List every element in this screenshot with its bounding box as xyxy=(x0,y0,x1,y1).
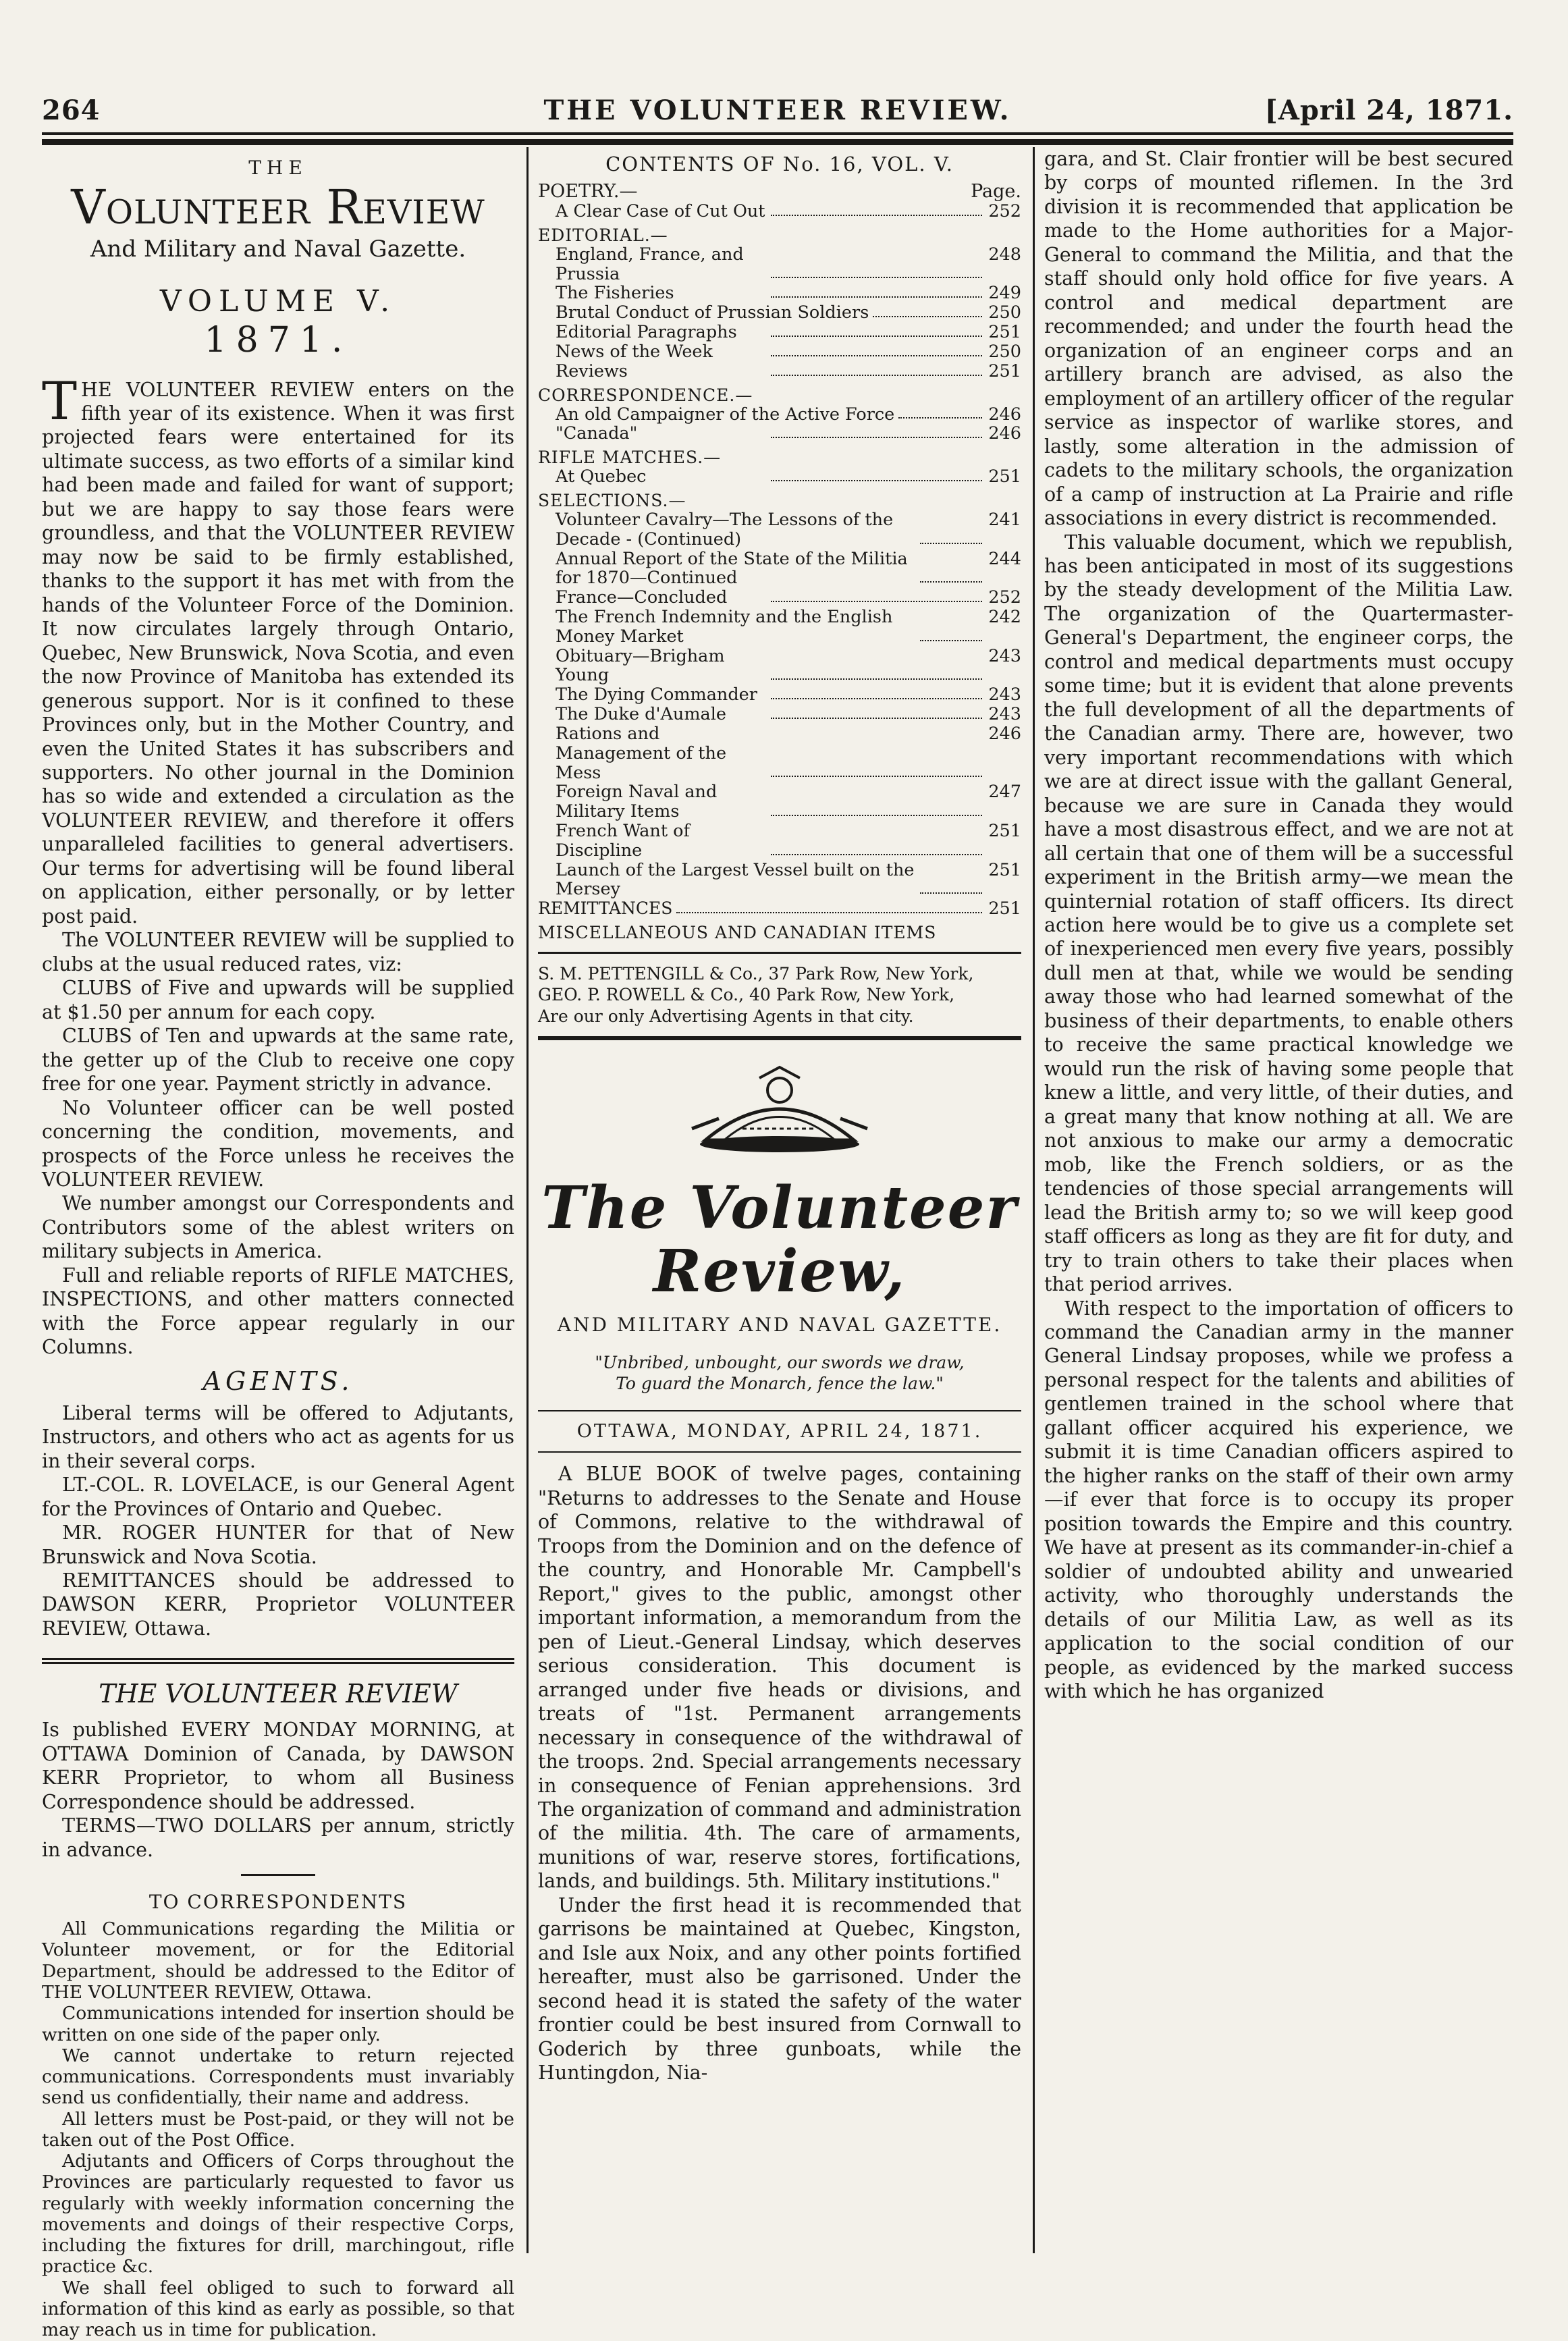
contents-leader xyxy=(920,861,982,894)
running-header xyxy=(42,95,1513,135)
running-title: THE VOLUNTEER REVIEW. xyxy=(543,95,1012,126)
contents-page-number: 243 xyxy=(988,645,1021,666)
contents-leader xyxy=(920,549,982,583)
terms-paragraph: TERMS—TWO DOLLARS per annum, strictly in advance. xyxy=(42,1814,514,1861)
contents-item-title: The French Indemnity and the English Money Market xyxy=(556,607,893,647)
contents-page-number: 251 xyxy=(988,820,1021,841)
correspondence-rule: We shall feel obliged to such to forward all information of this kind as early as possible, so that may reach us in time for publication. xyxy=(42,2277,514,2341)
contents-item-title: The Duke d'Aumale xyxy=(556,704,726,725)
contents-item-title: Obituary—Brigham Young xyxy=(556,645,725,686)
publication-paragraph: Is published EVERY MONDAY MORNING, at OTTAWA Dominion of Canada, by DAWSON KERR Proprietor, to whom all Business Correspondence should be addressed. xyxy=(42,1719,514,1813)
correspondence-rule: Adjutants and Officers of Corps throughout the Provinces are particularly requested to favor us regularly with weekly information concerning the movements and doings of their respective Corps, including the fixtures for drill, marchingout, rifle practice &c. xyxy=(42,2151,514,2278)
contents-leader xyxy=(771,323,982,337)
column-3 xyxy=(1044,147,1513,2260)
contents-item xyxy=(538,510,1021,549)
correspondence-rule: All Communications regarding the Militia or Volunteer movement, or for the Editorial Department, should be addressed to the Editor of THE VOLUNTEER REVIEW, Ottawa. xyxy=(42,1918,514,2003)
clubs-ten-paragraph: CLUBS of Ten and upwards at the same rate, the getter up of the Club to receive one copy free for one year. Payment strictly in advance. xyxy=(42,1025,514,1096)
motto-line-2: To guard the Monarch, fence the law." xyxy=(616,1374,944,1394)
contents-page-number: 251 xyxy=(988,898,1021,919)
volume-label: VOLUME V. xyxy=(159,284,397,319)
correspondence-rule: Communications intended for insertion should be written on one side of the paper only. xyxy=(42,2003,514,2045)
contents-page-number: 246 xyxy=(988,723,1021,744)
contents-page-number: 250 xyxy=(988,302,1021,323)
contents-rule xyxy=(538,952,1021,954)
contents-page-number: 243 xyxy=(988,704,1021,725)
contents-page-number: 249 xyxy=(988,283,1021,304)
editorial-paragraph: With respect to the importation of officers to command the Canadian army in the manner General Lindsay proposes, while we profess a personal respect for the talents and abilities of gentlemen trained in the school where that gallant officer acquired his experience, we submit it is time Canadian officers aspired to the higher ranks on the staff of their own army—if ever that force is to occupy its proper position towards the Empire and this country. We have at present as its commander-in-chief a soldier of undoubted ability and unwearied activity, who thoroughly understands the details of our Militia Law, as well as its application to the social condition of our people, as evidenced by the marked success with which he has organized xyxy=(1044,1297,1513,1702)
contents-item-title: Rations and Management of the Mess xyxy=(556,723,727,783)
contents-item-title: French Want of Discipline xyxy=(556,820,690,861)
contents-rule-thick xyxy=(538,1036,1021,1040)
column-1 xyxy=(42,147,514,2341)
contents-section-name: POETRY.— xyxy=(538,181,638,202)
contents-item xyxy=(538,202,1021,221)
clubs-five-paragraph: CLUBS of Five and upwards will be supplied at $1.50 per annum for each copy. xyxy=(42,977,514,1023)
contents-section-name: EDITORIAL.— xyxy=(538,225,668,245)
motto-line-1: "Unbribed, unbought, our swords we draw, xyxy=(595,1352,965,1372)
double-rule xyxy=(42,1658,514,1664)
contents-page-number: 251 xyxy=(988,360,1021,381)
contents-item xyxy=(538,323,1021,342)
contents-section-name: SELECTIONS.— xyxy=(538,490,686,510)
masthead-subtitle: And Military and Naval Gazette. xyxy=(90,235,466,263)
clubs-paragraph: The VOLUNTEER REVIEW will be supplied to clubs at the usual reduced rates, viz: xyxy=(42,929,514,975)
contents-item xyxy=(538,822,1021,861)
column-2 xyxy=(538,147,1021,2260)
contents-item-title: "Canada" xyxy=(556,423,638,444)
editorial-subtitle: AND MILITARY AND NAVAL GAZETTE. xyxy=(557,1313,1002,1336)
contents-item-title: Launch of the Largest Vessel built on the Mersey xyxy=(556,859,915,900)
correspondence-rule: We cannot undertake to return rejected communications. Correspondents must invariably send us confidentially, their name and address. xyxy=(42,2045,514,2109)
correspondents-heading: TO CORRESPONDENTS xyxy=(148,1891,408,1914)
editorial-paragraph: This valuable document, which we republish, has been anticipated in most of its suggestions by the steady development of the Militia Law. The organization of the Quartermaster-General's Department, the engineer corps, the control and medical departments must occupy some time; but it is evident that alone prevents the full development of all the departments of the Canadian army. There are, however, two very important recommendations with which we are at direct issue with the gallant General, because we are sure in Canada they would have a most disastrous effect, and we are not at all certain that one of them will be a successful experiment in the British army—we mean the quinternial rotation of staff officers. Its direct action here would be to give us a complete set of inexperienced men every five years, possibly dull men at that, while we would be sending away those who had learned somewhat of the business of their departments, to enable others to receive the same practical knowledge we would run the risk of having some people that knew a little, and very little, of their duties, and a great many that know nothing at all. We are not anxious to make our army a democratic mob, like the French soldiers, or as the tendencies of those special arrangements will lead the British army to; so we will keep good staff officers as long as they are fit for duty, and try to train others to take their places when that period arrives. xyxy=(1044,531,1513,1296)
remittances-paragraph: REMITTANCES should be addressed to DAWSON KERR, Proprietor VOLUNTEER REVIEW, Ottawa. xyxy=(42,1569,514,1640)
agents-terms: Liberal terms will be offered to Adjutants, Instructors, and others who act as agents for us in their several corps. xyxy=(42,1401,514,1472)
header-rule xyxy=(42,132,1513,135)
contents-item xyxy=(538,284,1021,303)
masthead-title: Volunteer Review xyxy=(71,180,485,235)
contents-page-number: 246 xyxy=(988,423,1021,444)
contents-item xyxy=(538,467,1021,487)
contents-item-title: The Fisheries xyxy=(556,283,674,304)
contents-item-title: The Dying Commander xyxy=(556,684,757,705)
volume-year: 1871. xyxy=(204,319,352,360)
agent-hunter: MR. ROGER HUNTER for that of New Brunswick and Nova Scotia. xyxy=(42,1522,514,1568)
contents-item-title: At Quebec xyxy=(556,466,647,487)
editorial-paragraph: Under the first head it is recommended that garrisons be maintained at Quebec, Kingston, and Isle aux Noix, and any other points fortified hereafter, must also be garrisoned. Under the second head it is stated the safety of the water frontier could be best insured from Cornwall to Goderich by three gunboats, while the Huntingdon, Nia- xyxy=(538,1893,1021,2084)
contents-item xyxy=(538,705,1021,724)
contents-page-number: 242 xyxy=(988,607,1021,627)
contents-item-title: Annual Report of the State of the Militia for 1870—Continued xyxy=(556,548,908,589)
correspondents-paragraph: We number amongst our Correspondents and Contributors some of the ablest writers on military subjects in America. xyxy=(42,1192,514,1263)
contents-leader xyxy=(898,405,982,419)
column-rule xyxy=(1033,147,1035,2253)
contents-leader xyxy=(771,202,982,216)
contents-section-name: REMITTANCES xyxy=(538,898,673,919)
agent-pettengill: S. M. PETTENGILL & Co., 37 Park Row, New York, xyxy=(538,964,974,984)
contents-heading: CONTENTS OF No. 16, VOL. V. xyxy=(605,153,954,176)
agents-heading: AGENTS. xyxy=(202,1366,354,1396)
contents-leader xyxy=(920,510,982,544)
contents-item-title: Brutal Conduct of Prussian Soldiers xyxy=(556,302,869,323)
contents-item xyxy=(538,608,1021,647)
agent-lovelace: LT.-COL. R. LOVELACE, is our General Agent for the Provinces of Ontario and Quebec. xyxy=(42,1474,514,1520)
officer-paragraph: No Volunteer officer can be well posted concerning the condition, movements, and prospects of the Force unless he receives the VOLUNTEER REVIEW. xyxy=(42,1096,514,1191)
contents-page-number: 244 xyxy=(988,548,1021,569)
contents-leader xyxy=(771,342,982,356)
contents-item-title: A Clear Case of Cut Out xyxy=(556,201,765,221)
contents-page-number: 250 xyxy=(988,341,1021,362)
masthead-the: THE xyxy=(248,157,308,179)
contents-item xyxy=(538,588,1021,608)
contents-item xyxy=(538,245,1021,284)
contents-item xyxy=(538,549,1021,589)
editorial-masthead: The Volunteer Review, xyxy=(541,1173,1018,1306)
contents-leader xyxy=(771,822,982,855)
header-rule-thick xyxy=(42,139,1513,145)
contents-leader xyxy=(771,362,982,376)
short-rule xyxy=(241,1874,315,1876)
contents-item-title: Editorial Paragraphs xyxy=(556,322,737,343)
editorial-paragraph: A BLUE BOOK of twelve pages, containing "Returns to addresses to the Senate and House of Commons, relative to the withdrawal of Troops from the Dominion and on the defence of the country, and Honorable Mr. Campbell's Report," gives to the public, amongst other important information, a memorandum from the pen of Lieut.-General Lindsay, which deserves serious consideration. This document is arranged under five heads or divisions, and treats of "1st. Permanent arrangements necessary in consequence of the withdrawal of the troops. 2nd. Special arrangements necessary in consequence of Fenian apprehensions. 3rd The organization of command and administration of the militia. 4th. The care of armaments, munitions of war, reserve stores, fortifications, lands, and buildings. 5th. Military institutions." xyxy=(538,1463,1021,1893)
contents-item-title: News of the Week xyxy=(556,341,713,362)
editorial-continuation: gara, and St. Clair frontier will be best secured by corps of mounted riflemen. In the 3rd division it is recommended that application be made to the Home authorities for a Major-General to command the Militia, and that the staff should only hold office for five years. A control and medical department are recommended; and under the fourth head the organization of an engineer corps and an artillery branch are advised, as also the employment of an artillery officer of the regular service as inspector of warlike stores, and lastly, some alteration in the admission of cadets to the military schools, the organization of a camp of instruction at La Prairie and rifle associations in every district is recommended. xyxy=(1044,148,1513,530)
contents-page-number: 251 xyxy=(988,322,1021,343)
dateline-rule xyxy=(538,1451,1021,1453)
contents-leader xyxy=(676,899,982,913)
contents-leader xyxy=(920,608,982,641)
contents-leader xyxy=(771,782,982,816)
contents-section-name: CORRESPONDENCE.— xyxy=(538,385,753,405)
contents-leader xyxy=(771,245,982,279)
contents-item xyxy=(538,342,1021,362)
contents-item xyxy=(538,424,1021,443)
contents-page-number: 251 xyxy=(988,859,1021,880)
contents-page-number: 243 xyxy=(988,684,1021,705)
publication-heading: THE VOLUNTEER REVIEW xyxy=(99,1679,458,1709)
issue-date: [April 24, 1871. xyxy=(1264,95,1513,126)
contents-page-label: Page. xyxy=(971,181,1021,202)
contents-section-row xyxy=(538,181,1021,202)
contents-item xyxy=(538,647,1021,686)
agent-rowell: GEO. P. ROWELL & Co., 40 Park Row, New York, xyxy=(538,985,955,1005)
intro-paragraph: THE VOLUNTEER REVIEW enters on the fifth year of its existence. When it was first projected fears were entertained for its ultimate success, as two efforts of a similar kind had been made and failed for want of support; but we are happy to say those fears were groundless, and that the VOLUNTEER REVIEW may now be said to be firmly established, thanks to the support it has met with from the hands of the Volunteer Force of the Dominion. It now circulates largely through Ontario, Quebec, New Brunswick, Nova Scotia, and even the now Province of Manitoba has extended its generous support. Nor is it confined to these Provinces only, but in the Mother Country, and even the United States it has subscribers and supporters. No other journal in the Dominion has so wide and extended a circulation as the VOLUNTEER REVIEW, and therefore it offers unparalleled facilities to general advertisers. Our terms for advertising will be found liberal on application, either personally, or by letter post paid. xyxy=(42,371,514,927)
contents-page-number: 252 xyxy=(988,201,1021,221)
contents-item-title: Foreign Naval and Military Items xyxy=(556,782,718,822)
agents-note: Are our only Advertising Agents in that city. xyxy=(538,1006,914,1026)
contents-item-title: An old Campaigner of the Active Force xyxy=(556,404,895,425)
dateline: OTTAWA, MONDAY, APRIL 24, 1871. xyxy=(576,1421,983,1443)
contents-leader xyxy=(771,588,982,602)
correspondence-rule: All letters must be Post-paid, or they will not be taken out of the Post Office. xyxy=(42,2108,514,2151)
page-number: 264 xyxy=(42,95,101,126)
contents-leader xyxy=(771,424,982,438)
crest-ornament-icon xyxy=(678,1065,881,1159)
contents-leader xyxy=(771,724,982,777)
contents-section-row xyxy=(538,899,1021,919)
contents-item xyxy=(538,861,1021,900)
contents-item-title: Volunteer Cavalry—The Lessons of the Decade - (Continued) xyxy=(556,509,894,549)
contents-item xyxy=(538,685,1021,705)
contents-item-title: England, France, and Prussia xyxy=(556,244,744,284)
table-of-contents xyxy=(538,181,1021,942)
contents-leader xyxy=(771,467,982,481)
reports-paragraph: Full and reliable reports of RIFLE MATCHES, INSPECTIONS, and other matters connected with the Force appear regularly in our Columns. xyxy=(42,1264,514,1359)
contents-page-number: 241 xyxy=(988,509,1021,530)
contents-section-name: MISCELLANEOUS AND CANADIAN ITEMS xyxy=(538,923,937,942)
contents-item xyxy=(538,724,1021,782)
contents-page-number: 251 xyxy=(988,466,1021,487)
contents-item xyxy=(538,782,1021,822)
contents-item xyxy=(538,362,1021,381)
contents-leader xyxy=(771,284,982,298)
contents-leader xyxy=(771,685,982,699)
contents-page-number: 252 xyxy=(988,587,1021,608)
contents-section-name: RIFLE MATCHES.— xyxy=(538,448,722,468)
contents-leader xyxy=(873,303,982,317)
contents-item-title: France—Concluded xyxy=(556,587,728,608)
contents-item xyxy=(538,303,1021,323)
contents-leader xyxy=(771,647,982,680)
contents-leader xyxy=(771,705,982,719)
contents-item-title: Reviews xyxy=(556,360,628,381)
dateline-rule xyxy=(538,1410,1021,1411)
contents-item xyxy=(538,405,1021,425)
contents-page-number: 247 xyxy=(988,782,1021,803)
contents-page-number: 248 xyxy=(988,244,1021,265)
contents-page-number: 246 xyxy=(988,404,1021,425)
column-rule xyxy=(526,147,529,2253)
